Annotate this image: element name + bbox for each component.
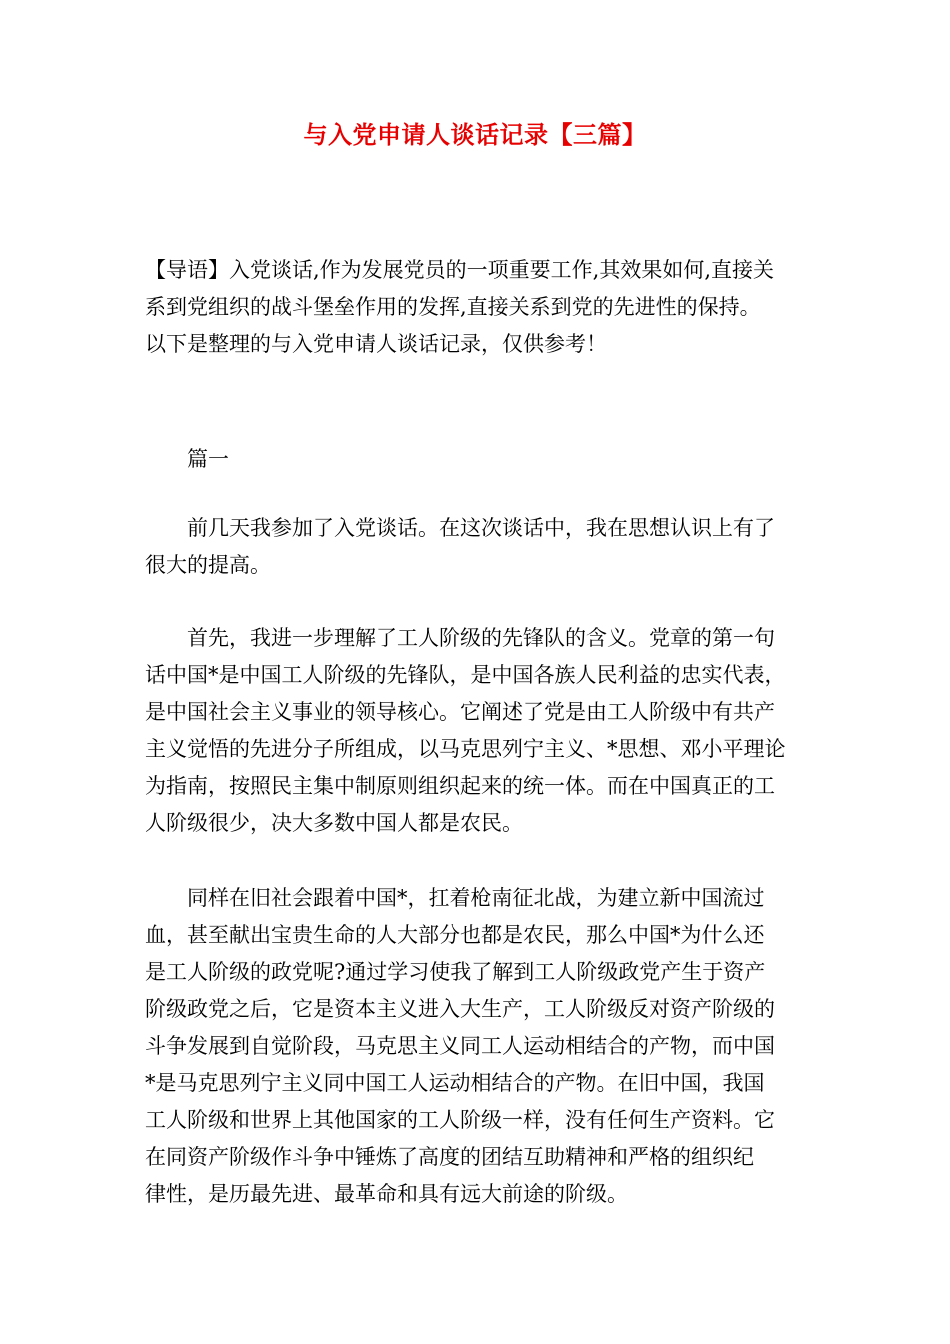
- document-title: 与入党申请人谈话记录【三篇】: [303, 120, 647, 149]
- intro-line: 以下是整理的与入党申请人谈话记录，仅供参考！: [145, 332, 607, 356]
- section-heading-text: [145, 441, 817, 478]
- paragraph-line: 人阶级很少，决大多数中国人都是农民。: [145, 811, 523, 835]
- paragraph-line: 在同资产阶级作斗争中锤炼了高度的团结互助精神和严格的组织纪: [145, 1145, 754, 1169]
- paragraph-line: *是马克思列宁主义同中国工人运动相结合的产物。在旧中国，我国: [145, 1071, 765, 1095]
- paragraph-line: 话中国*是中国工人阶级的先锋队，是中国各族人民利益的忠实代表，: [145, 663, 786, 687]
- paragraph-2: [145, 620, 817, 842]
- intro-line: 【导语】入党谈话,作为发展党员的一项重要工作,其效果如何,直接关: [145, 258, 775, 282]
- paragraph-line: 斗争发展到自觉阶段，马克思主义同工人运动相结合的产物，而中国: [145, 1034, 775, 1058]
- paragraph-line: 首先，我进一步理解了工人阶级的先锋队的含义。党章的第一句: [145, 626, 775, 650]
- paragraph-line: 阶级政党之后，它是资本主义进入大生产，工人阶级反对资产阶级的: [145, 997, 775, 1021]
- paragraph-line: 是工人阶级的政党呢?通过学习使我了解到工人阶级政党产生于资产: [145, 960, 766, 984]
- paragraph-line: 是中国社会主义事业的领导核心。它阐述了党是由工人阶级中有共产: [145, 700, 775, 724]
- section-heading: [145, 441, 817, 478]
- paragraph-line: 律性，是历最先进、最革命和具有远大前途的阶级。: [145, 1182, 628, 1206]
- paragraph-line: 很大的提高。: [145, 553, 271, 577]
- intro-paragraph: [145, 252, 817, 363]
- paragraph-3: [145, 880, 817, 1213]
- paragraph-1: [145, 510, 817, 584]
- paragraph-line: 同样在旧社会跟着中国*，扛着枪南征北战，为建立新中国流过: [145, 886, 765, 910]
- paragraph-line: 为指南，按照民主集中制原则组织起来的统一体。而在中国真正的工: [145, 774, 775, 798]
- paragraph-line: 主义觉悟的先进分子所组成，以马克思列宁主义、*思想、邓小平理论: [145, 737, 786, 761]
- intro-line: 系到党组织的战斗堡垒作用的发挥,直接关系到党的先进性的保持。: [145, 295, 761, 319]
- paragraph-line: 血，甚至献出宝贵生命的人大部分也都是农民，那么中国*为什么还: [145, 923, 765, 947]
- paragraph-line: 前几天我参加了入党谈话。在这次谈话中，我在思想认识上有了: [145, 516, 775, 540]
- section-heading-label: 篇一: [187, 447, 229, 471]
- paragraph-line: 工人阶级和世界上其他国家的工人阶级一样，没有任何生产资料。它: [145, 1108, 775, 1132]
